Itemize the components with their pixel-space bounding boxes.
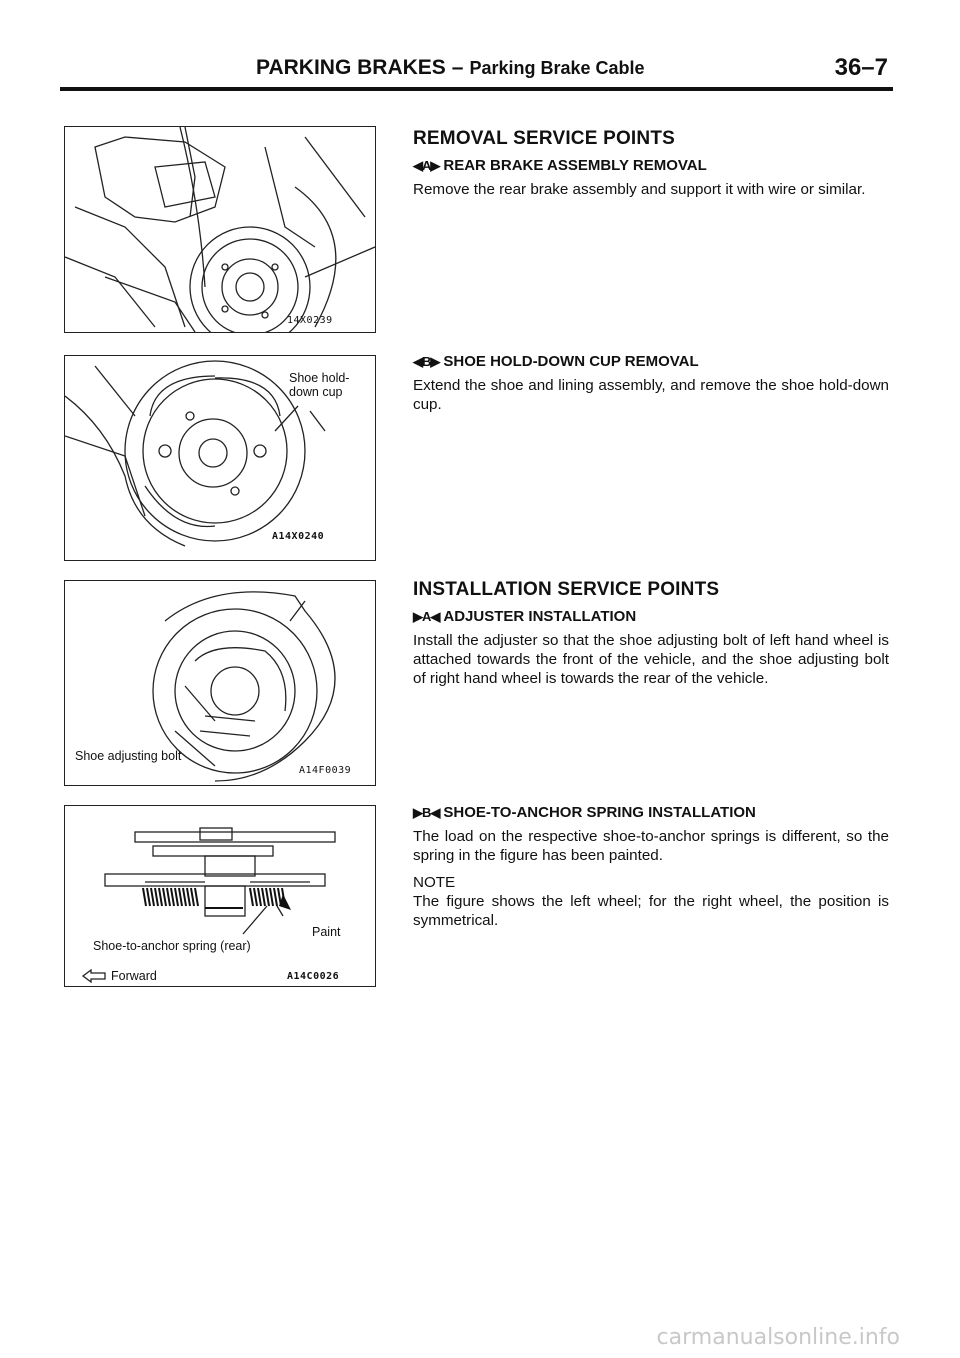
shoe-hold-down-cup-label: Shoe hold- down cup	[289, 371, 350, 399]
header-rule	[60, 87, 893, 91]
rear-brake-assembly-illustration	[65, 127, 375, 332]
removal-item-b-mark: ◀B▶	[413, 353, 440, 369]
note-text: The figure shows the left wheel; for the right wheel, the position is symmetrical.	[413, 893, 889, 929]
installation-item-b-mark: ▶B◀	[413, 804, 440, 820]
section-title: PARKING BRAKES	[256, 56, 446, 79]
installation-item-a-title-row	[413, 608, 889, 625]
page-number: 36–7	[834, 54, 888, 81]
subsection-title: Parking Brake Cable	[469, 58, 645, 78]
removal-section	[413, 128, 889, 199]
installation-item-a-mark: ▶A◀	[413, 608, 440, 624]
installation-item-a-text: Install the adjuster so that the shoe adjusting bolt of left hand wheel is attached towards the front of the vehicle, and the shoe adjusting bolt of right hand wheel is towards the rear of the vehicle.	[413, 632, 889, 687]
installation-item-b-title-row	[413, 804, 889, 821]
forward-label: Forward	[111, 969, 157, 983]
shoe-adjusting-bolt-label: Shoe adjusting bolt	[75, 749, 182, 763]
removal-heading: REMOVAL SERVICE POINTS	[413, 128, 676, 149]
installation-item-a-title: ADJUSTER INSTALLATION	[443, 608, 637, 625]
figure-code: A14F0039	[299, 765, 352, 776]
removal-item-a-title: REAR BRAKE ASSEMBLY REMOVAL	[443, 157, 707, 174]
figure-code: 14X0239	[287, 315, 333, 326]
shoe-to-anchor-spring-label: Shoe-to-anchor spring (rear)	[93, 939, 251, 953]
removal-item-a-title-row	[413, 157, 889, 174]
installation-section	[413, 579, 889, 688]
title-dash: –	[451, 56, 464, 79]
note-label: NOTE	[413, 874, 456, 891]
watermark: carmanualsonline.info	[656, 1325, 900, 1350]
installation-item-b-title: SHOE-TO-ANCHOR SPRING INSTALLATION	[443, 804, 756, 821]
figure-shoe-adjusting-bolt	[64, 580, 376, 786]
figure-rear-brake-assembly	[64, 126, 376, 333]
removal-item-b	[413, 353, 889, 414]
paint-label: Paint	[312, 925, 341, 939]
figure-shoe-to-anchor-spring	[64, 805, 376, 987]
installation-heading: INSTALLATION SERVICE POINTS	[413, 579, 720, 600]
removal-item-b-title: SHOE HOLD-DOWN CUP REMOVAL	[443, 353, 699, 370]
removal-item-b-text: Extend the shoe and lining assembly, and remove the shoe hold-down cup.	[413, 377, 889, 413]
figure-code: A14C0026	[287, 971, 340, 982]
header-title	[256, 56, 645, 80]
figure-code: A14X0240	[272, 531, 325, 542]
installation-item-b-text: The load on the respective shoe-to-anchor springs is different, so the spring in the figure has been painted.	[413, 828, 889, 864]
figure-shoe-hold-down-cup	[64, 355, 376, 561]
removal-item-a-mark: ◀A▶	[413, 157, 440, 173]
page-header	[60, 56, 892, 86]
shoe-to-anchor-spring-illustration	[65, 806, 375, 986]
installation-item-b	[413, 804, 889, 930]
removal-item-a-text: Remove the rear brake assembly and support it with wire or similar.	[413, 181, 866, 198]
removal-item-b-title-row	[413, 353, 889, 370]
